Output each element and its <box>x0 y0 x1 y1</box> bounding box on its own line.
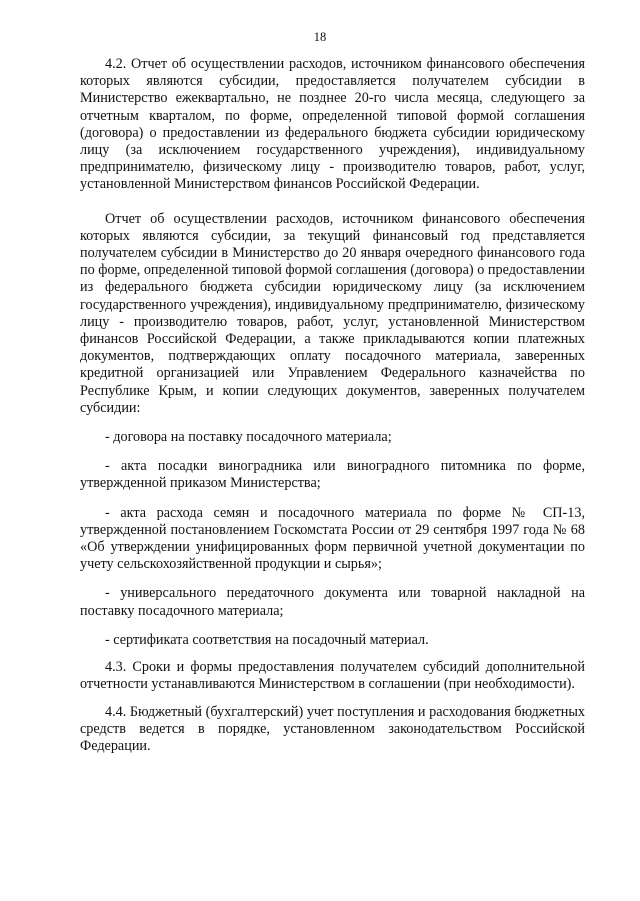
paragraph-report-annual: Отчет об осуществлении расходов, источником финансового обеспечения которых являются субсидии, за текущий финансовый год представляется получателем субсидии в Министерство до 20 января очередного финансового года по форме, определенной типовой формой соглашения (договора) о предоставлении из федерального бюджета субсидии юридическому лицу (за исключением государственного учреждения), индивидуальному предпринимателю, физическому лицу - производителю товаров, работ, услуг, установленной Министерством финансов Российской Федерации, а также прикладываются копии платежных документов, подтверждающих оплату посадочного материала, заверенных кредитной организацией или Управлением Федерального казначейства по Республике Крым, и копии следующих документов, заверенных получателем субсидии: <box>80 210 585 416</box>
list-item-supply-contract: - договора на поставку посадочного материала; <box>105 429 392 446</box>
list-item-transfer-document: - универсального передаточного документа или товарной накладной на поставку посадочного материала; <box>80 585 585 619</box>
paragraph-4-2: 4.2. Отчет об осуществлении расходов, источником финансового обеспечения которых являются субсидии, предоставляется получателем субсидии в Министерство ежеквартально, не позднее 20-го числа месяца, следующего за отчетным кварталом, по форме, определенной типовой формой соглашения (договора) о предоставлении из федерального бюджета субсидии юридическому лицу (за исключением государственного учреждения), индивидуальному предпринимателю, физическому лицу - производителю товаров, работ, услуг, установленной Министерством финансов Российской Федерации. <box>80 56 585 193</box>
list-item-planting-act: - акта посадки виноградника или виноградного питомника по форме, утвержденной приказом Министерства; <box>80 458 585 492</box>
list-item-certificate: - сертификата соответствия на посадочный материал. <box>105 631 429 648</box>
paragraph-4-3: 4.3. Сроки и формы предоставления получателем субсидий дополнительной отчетности устанавливаются Министерством в соглашении (при необходимости). <box>80 659 585 693</box>
list-item-seed-consumption-act: - акта расхода семян и посадочного материала по форме № СП-13, утвержденной постановлением Госкомстата России от 29 сентября 1997 года № 68 «Об утверждении унифицированных форм первичной учетной документации по учету сельскохозяйственной продукции и сырья»; <box>80 504 585 573</box>
page-number: 18 <box>313 30 327 44</box>
paragraph-4-4: 4.4. Бюджетный (бухгалтерский) учет поступления и расходования бюджетных средств ведется в порядке, установленном законодательством Российской Федерации. <box>80 703 585 754</box>
document-body <box>80 56 585 755</box>
